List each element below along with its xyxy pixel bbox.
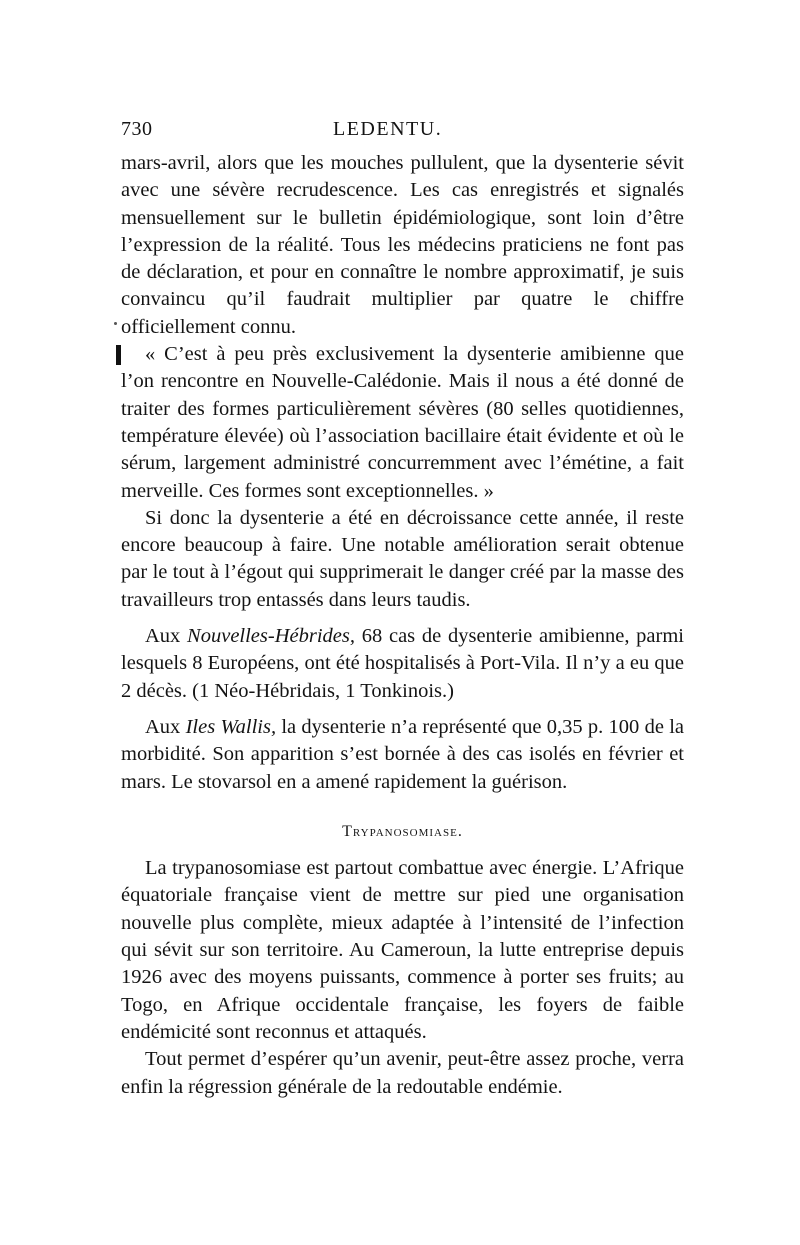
paragraph-text: 68 cas de dysenterie amibienne, parmi lesquels 8 Européens, ont été hospitalisés à Port-Vila. Il n’y a eu que 2 décès. (1 Néo-Hébridais, 1 Tonkinois.) [121,625,684,702]
section-title: Trypanosomiase. [342,822,463,840]
paragraph-quote: « C’est à peu près exclusivement la dysenterie amibienne que l’on rencontre en Nouvelle-Calédonie. Mais il nous a été donné de traiter des formes particulièrement sévères (80 selles quotidiennes, température élevée) où l’association bacillaire était évidente et où le sérum, largement administré concurremment avec l’émétine, a fait merveille. Ces formes sont exceptionnelles. » [121,343,684,502]
page-body [121,150,684,1101]
paragraph-iles-wallis [121,714,684,796]
paragraph-trypanosomiase: La trypanosomiase est partout combattue avec énergie. L’Afrique équatoriale française vient de mettre sur pied une organisation nouvelle plus complète, mieux adaptée à l’intensité de l’infection qui sévit sur son territoire. Au Cameroun, la lutte entreprise depuis 1926 avec des moyens puissants, commence à porter ses fruits; au Togo, en Afrique occidentale française, les foyers de faible endémicité sont reconnus et attaqués. [121,857,684,1043]
paragraph-prefix: Aux [145,715,186,738]
margin-mark [114,322,117,325]
place-name-iles-wallis: Iles Wallis, [185,715,277,738]
paragraph-nouvelles-hebrides [121,623,684,705]
paragraph-conclusion: Tout permet d’espérer qu’un avenir, peut-être assez proche, verra enfin la régression générale de la redoutable endémie. [121,1048,684,1098]
running-title: LEDENTU. [333,118,443,140]
page-header [121,118,684,142]
place-name-nouvelles-hebrides: Nouvelles-Hébrides, [187,625,355,648]
paragraph-continuation: mars-avril, alors que les mouches pullulent, que la dysenterie sévit avec une sévère recrudescence. Les cas enregistrés et signalés mensuellement sur le bulletin épidémiologique, sont loin d’être l’expression de la réalité. Tous les médecins praticiens ne font pas de déclaration, et pour en connaître le nombre approximatif, je suis convaincu qu’il faudrait multiplier par quatre le chiffre officiellement connu. [121,152,684,338]
paragraph-text: la dysenterie n’a représenté que 0,35 p. 100 de la morbidité. Son apparition s’est bornée à des cas isolés en février et mars. Le stovarsol en a amené rapidement la guérison. [121,715,684,793]
page-number: 730 [121,118,153,140]
paragraph-decroissance: Si donc la dysenterie a été en décroissance cette année, il reste encore beaucoup à faire. Une notable amélioration serait obtenue par le tout à l’égout qui supprimerait le danger créé par la masse des travailleurs trop entassés dans leurs taudis. [121,506,684,611]
paragraph-prefix: Aux [145,625,188,648]
